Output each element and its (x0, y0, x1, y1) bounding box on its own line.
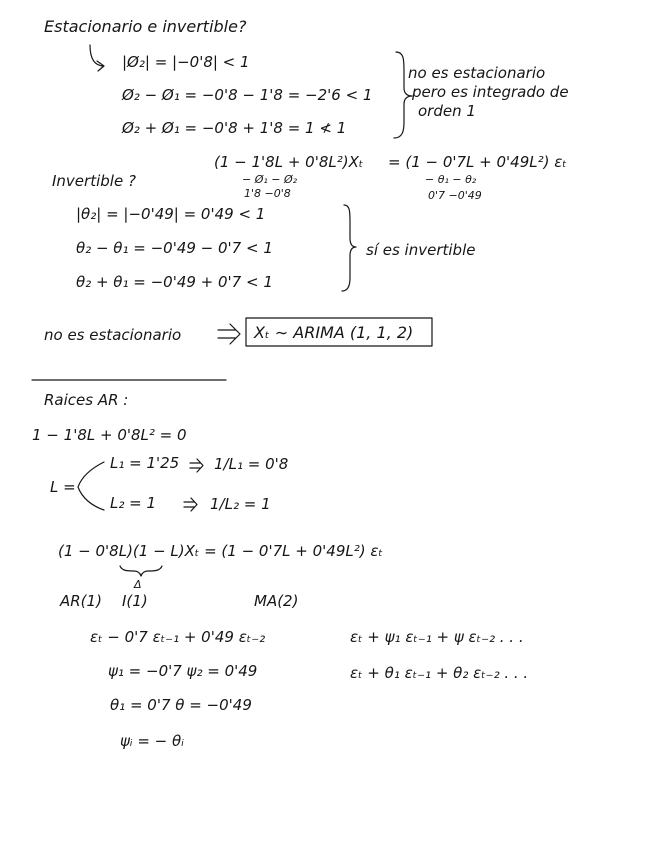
cond-phi2-minus-phi1: Ø₂ − Ø₁ = −0'8 − 1'8 = −2'6 < 1 (122, 86, 373, 104)
cond-theta2-plus-theta1: θ₂ + θ₁ = −0'49 + 0'7 < 1 (76, 273, 273, 291)
psi-series: εₜ + ψ₁ εₜ₋₁ + ψ εₜ₋₂ . . . (350, 628, 524, 646)
delta-symbol: Δ (134, 578, 142, 591)
cond-theta2-minus-theta1: θ₂ − θ₁ = −0'49 − 0'7 < 1 (76, 239, 273, 257)
root-L2: L₂ = 1 (110, 494, 157, 512)
theta-series: εₜ + θ₁ εₜ₋₁ + θ₂ εₜ₋₂ . . . (350, 664, 529, 682)
note-integrado: pero es integrado de (412, 83, 569, 101)
arrow-L1 (190, 459, 203, 472)
factored-model: (1 − 0'8L)(1 − L)Xₜ = (1 − 0'7L + 0'49L²) εₜ (58, 542, 383, 560)
model-ma-side: = (1 − 0'7L + 0'49L²) εₜ (388, 153, 567, 171)
arima-result: Xₜ ∼ ARIMA (1, 1, 2) (254, 323, 414, 342)
cond-theta2-abs: |θ₂| = |−0'49| = 0'49 < 1 (76, 205, 266, 223)
cond-phi2-plus-phi1: Ø₂ + Ø₁ = −0'8 + 1'8 = 1 ≮ 1 (122, 119, 347, 137)
root-L2-inverse: 1/L₂ = 1 (210, 495, 271, 513)
label-ar1: AR(1) (60, 592, 102, 610)
psi-theta-relation: ψᵢ = − θᵢ (120, 732, 184, 750)
label-i1: I(1) (122, 592, 148, 610)
sub-theta-values: 0'7 −0'49 (428, 189, 482, 202)
psi-values: ψ₁ = −0'7 ψ₂ = 0'49 (108, 662, 258, 680)
note-no-estacionario: no es estacionario (408, 64, 546, 82)
sub-theta-labels: − θ₁ − θ₂ (425, 173, 477, 186)
invertible-question: Invertible ? (52, 172, 136, 190)
roots-brace (78, 462, 104, 510)
hook-arrow (90, 45, 104, 71)
cond-phi2-abs: |Ø₂| = |−0'8| < 1 (122, 53, 250, 71)
conclusion-text: no es estacionario (44, 326, 182, 344)
char-equation: 1 − 1'8L + 0'8L² = 0 (32, 426, 187, 444)
model-ar-side: (1 − 1'8L + 0'8L²)Xₜ (214, 153, 364, 171)
title-question: Estacionario e invertible? (44, 17, 247, 36)
underbrace-delta (120, 566, 162, 576)
sub-phi-values: 1'8 −0'8 (244, 187, 291, 200)
theta-values: θ₁ = 0'7 θ = −0'49 (110, 696, 252, 714)
ma-error-expression: εₜ − 0'7 εₜ₋₁ + 0'49 εₜ₋₂ (90, 628, 266, 646)
sub-phi-labels: − Ø₁ − Ø₂ (242, 173, 298, 186)
note-orden: orden 1 (418, 102, 476, 120)
note-si-invertible: sí es invertible (366, 241, 476, 259)
root-L1: L₁ = 1'25 (110, 454, 180, 472)
arrow-L2 (184, 498, 197, 511)
brace-invertibility (342, 205, 356, 291)
root-L1-inverse: 1/L₁ = 0'8 (214, 455, 289, 473)
implies-arrow (218, 324, 240, 344)
label-ma2: MA(2) (254, 592, 299, 610)
roots-L-label: L = (50, 478, 76, 496)
roots-heading: Raices AR : (44, 391, 129, 409)
